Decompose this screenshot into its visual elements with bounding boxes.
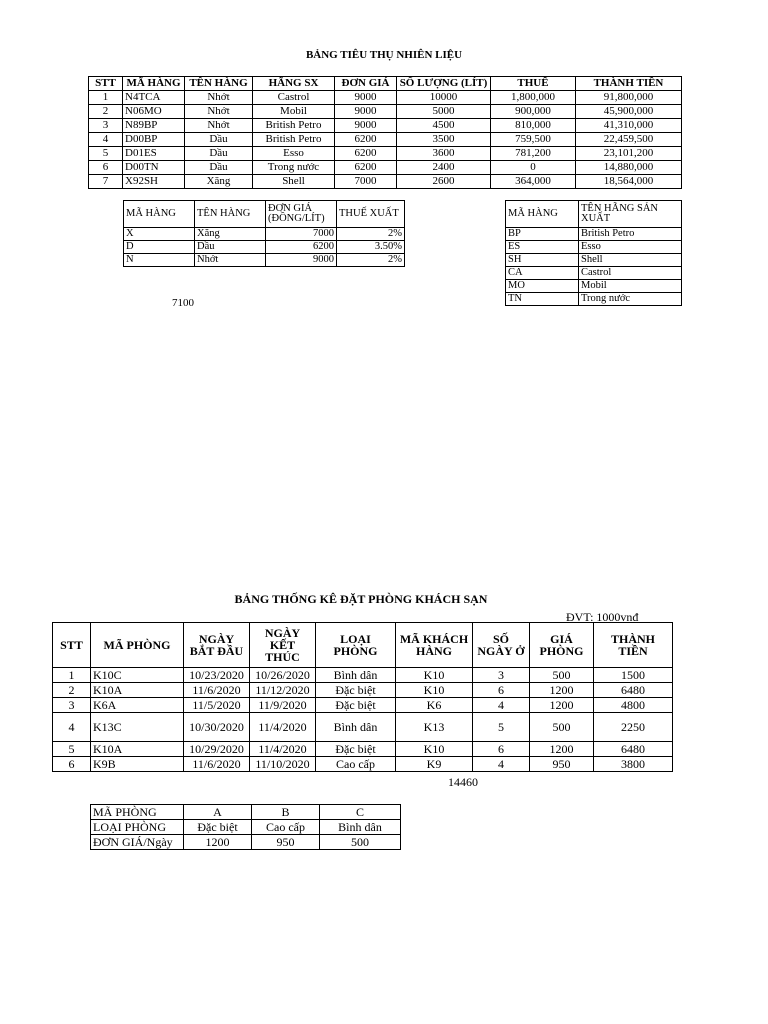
hotel-header-start-date: NGÀY BẮT ĐẦU	[184, 623, 250, 668]
cell: Dầu	[185, 161, 253, 175]
hotel-header-row	[53, 623, 673, 668]
hotel-header-customer-code: MÃ KHÁCH HÀNG	[396, 623, 473, 668]
cell: 6200	[335, 147, 397, 161]
cell: 18,564,000	[576, 175, 682, 189]
cell: 4	[473, 698, 530, 713]
cell: 1200	[184, 835, 252, 850]
goods-header-tax: THUẾ XUẤT	[337, 201, 405, 228]
cell: 6200	[335, 133, 397, 147]
cell: 7000	[335, 175, 397, 189]
hotel-header-room-code: MÃ PHÒNG	[91, 623, 184, 668]
cell: Đặc biệt	[316, 698, 396, 713]
cell: 810,000	[491, 119, 576, 133]
goods-header-row	[124, 201, 405, 228]
cell: TN	[506, 293, 579, 306]
table-row	[53, 713, 673, 742]
table-row	[506, 228, 682, 241]
cell: K13C	[91, 713, 184, 742]
cell: 45,900,000	[576, 105, 682, 119]
fuel-header-price: ĐƠN GIÁ	[335, 77, 397, 91]
cell: British Petro	[253, 133, 335, 147]
table-row	[53, 742, 673, 757]
table-row	[506, 254, 682, 267]
table-row	[53, 683, 673, 698]
cell: 6200	[335, 161, 397, 175]
cell: 7000	[266, 228, 337, 241]
fuel-header-maker: HÃNG SX	[253, 77, 335, 91]
cell: 2250	[594, 713, 673, 742]
cell: Esso	[253, 147, 335, 161]
cell: 364,000	[491, 175, 576, 189]
table-row	[89, 175, 682, 189]
cell: K6	[396, 698, 473, 713]
maker-header-row	[506, 201, 682, 228]
cell: 6480	[594, 683, 673, 698]
goods-header-price: ĐƠN GIÁ (ĐỒNG/LÍT)	[266, 201, 337, 228]
cell: 1500	[594, 668, 673, 683]
loose-value: 7100	[172, 297, 194, 309]
cell: N4TCA	[123, 91, 185, 105]
cell: Nhớt	[185, 105, 253, 119]
cell: 10/30/2020	[184, 713, 250, 742]
table-row	[124, 228, 405, 241]
fuel-header-name: TÊN HÀNG	[185, 77, 253, 91]
unit-label: ĐVT: 1000vnđ	[566, 610, 639, 624]
fuel-header-row	[89, 77, 682, 91]
cell: 759,500	[491, 133, 576, 147]
cell: Mobil	[579, 280, 682, 293]
cell: K10	[396, 742, 473, 757]
cell: Trong nước	[579, 293, 682, 306]
cell: 2%	[337, 228, 405, 241]
goods-header-name: TÊN HÀNG	[195, 201, 266, 228]
cell: 4	[89, 133, 123, 147]
cell: ĐƠN GIÁ/Ngày	[91, 835, 184, 850]
cell: 2400	[397, 161, 491, 175]
table-row	[53, 757, 673, 772]
cell: Bình dân	[316, 668, 396, 683]
cell: 6200	[266, 241, 337, 254]
cell: D00TN	[123, 161, 185, 175]
cell: Dầu	[195, 241, 266, 254]
table-row	[89, 161, 682, 175]
cell: Đặc biệt	[316, 742, 396, 757]
cell: X92SH	[123, 175, 185, 189]
table-row	[89, 119, 682, 133]
cell: 6480	[594, 742, 673, 757]
cell: 14,880,000	[576, 161, 682, 175]
cell: 5	[53, 742, 91, 757]
cell: Nhớt	[185, 119, 253, 133]
fuel-header-total: THÀNH TIỀN	[576, 77, 682, 91]
cell: 5000	[397, 105, 491, 119]
cell: 9000	[335, 105, 397, 119]
table-row	[89, 91, 682, 105]
cell: 6	[53, 757, 91, 772]
cell: 10000	[397, 91, 491, 105]
cell: 9000	[335, 119, 397, 133]
cell: Castrol	[253, 91, 335, 105]
cell: A	[184, 805, 252, 820]
cell: Esso	[579, 241, 682, 254]
goods-header-code: MÃ HÀNG	[124, 201, 195, 228]
cell: 11/4/2020	[250, 742, 316, 757]
cell: K6A	[91, 698, 184, 713]
cell: Nhớt	[195, 254, 266, 267]
cell: Dầu	[185, 147, 253, 161]
cell: 11/5/2020	[184, 698, 250, 713]
cell: 900,000	[491, 105, 576, 119]
cell: 5	[89, 147, 123, 161]
fuel-header-qty: SỐ LƯỢNG (LÍT)	[397, 77, 491, 91]
table-row	[91, 805, 401, 820]
cell: 1	[89, 91, 123, 105]
cell: Xăng	[195, 228, 266, 241]
cell: 3	[53, 698, 91, 713]
cell: 10/26/2020	[250, 668, 316, 683]
table-row	[506, 280, 682, 293]
maker-header-name: TÊN HÃNG SẢN XUẤT	[579, 201, 682, 228]
table-row	[506, 293, 682, 306]
cell: 10/29/2020	[184, 742, 250, 757]
fuel-table	[88, 76, 682, 189]
cell: Nhớt	[185, 91, 253, 105]
fuel-table-title: BẢNG TIÊU THỤ NHIÊN LIỆU	[305, 49, 463, 61]
fuel-header-stt: STT	[89, 77, 123, 91]
cell: K10	[396, 683, 473, 698]
cell: Đặc biệt	[184, 820, 252, 835]
goods-lookup-table	[123, 200, 405, 267]
cell: 950	[252, 835, 320, 850]
cell: Dầu	[185, 133, 253, 147]
cell: 1200	[530, 698, 594, 713]
cell: 3	[473, 668, 530, 683]
cell: 7	[89, 175, 123, 189]
table-row	[91, 820, 401, 835]
cell: 3800	[594, 757, 673, 772]
cell: CA	[506, 267, 579, 280]
cell: 22,459,500	[576, 133, 682, 147]
maker-header-code: MÃ HÀNG	[506, 201, 579, 228]
hotel-table	[52, 622, 673, 772]
cell: 11/6/2020	[184, 757, 250, 772]
cell: 500	[530, 668, 594, 683]
cell: 6	[89, 161, 123, 175]
cell: K9B	[91, 757, 184, 772]
cell: 3.50%	[337, 241, 405, 254]
cell: N	[124, 254, 195, 267]
hotel-table-title: BẢNG THỐNG KÊ ĐẶT PHÒNG KHÁCH SẠN	[234, 592, 488, 606]
cell: K9	[396, 757, 473, 772]
cell: 3600	[397, 147, 491, 161]
cell: 41,310,000	[576, 119, 682, 133]
cell: MO	[506, 280, 579, 293]
cell: Mobil	[253, 105, 335, 119]
fuel-header-code: MÃ HÀNG	[123, 77, 185, 91]
cell: X	[124, 228, 195, 241]
cell: 1,800,000	[491, 91, 576, 105]
cell: 2	[53, 683, 91, 698]
hotel-header-room-price: GIÁ PHÒNG	[530, 623, 594, 668]
cell: 2600	[397, 175, 491, 189]
cell: K10C	[91, 668, 184, 683]
cell: 11/9/2020	[250, 698, 316, 713]
cell: LOẠI PHÒNG	[91, 820, 184, 835]
table-row	[53, 698, 673, 713]
fuel-header-tax: THUẾ	[491, 77, 576, 91]
cell: 4	[473, 757, 530, 772]
cell: ES	[506, 241, 579, 254]
table-row	[89, 147, 682, 161]
cell: 3500	[397, 133, 491, 147]
cell: Bình dân	[320, 820, 401, 835]
cell: British Petro	[253, 119, 335, 133]
hotel-header-total: THÀNH TIỀN	[594, 623, 673, 668]
cell: SH	[506, 254, 579, 267]
cell: 11/10/2020	[250, 757, 316, 772]
cell: D	[124, 241, 195, 254]
cell: 11/4/2020	[250, 713, 316, 742]
cell: K10A	[91, 742, 184, 757]
cell: C	[320, 805, 401, 820]
cell: 11/6/2020	[184, 683, 250, 698]
cell: Xăng	[185, 175, 253, 189]
hotel-header-room-type: LOẠI PHÒNG	[316, 623, 396, 668]
cell: 1200	[530, 742, 594, 757]
table-row	[124, 241, 405, 254]
cell: 6	[473, 742, 530, 757]
cell: British Petro	[579, 228, 682, 241]
cell: 1200	[530, 683, 594, 698]
cell: 4500	[397, 119, 491, 133]
cell: 91,800,000	[576, 91, 682, 105]
cell: D01ES	[123, 147, 185, 161]
hotel-header-days: SỐ NGÀY Ở	[473, 623, 530, 668]
cell: 11/12/2020	[250, 683, 316, 698]
cell: 0	[491, 161, 576, 175]
cell: 3	[89, 119, 123, 133]
cell: Bình dân	[316, 713, 396, 742]
cell: N89BP	[123, 119, 185, 133]
cell: Shell	[253, 175, 335, 189]
cell: Shell	[579, 254, 682, 267]
hotel-header-stt: STT	[53, 623, 91, 668]
cell: 1	[53, 668, 91, 683]
table-row	[53, 668, 673, 683]
cell: K10	[396, 668, 473, 683]
hotel-header-end-date: NGÀY KẾT THÚC	[250, 623, 316, 668]
cell: 500	[530, 713, 594, 742]
cell: 4800	[594, 698, 673, 713]
cell: 2	[89, 105, 123, 119]
cell: D00BP	[123, 133, 185, 147]
cell: 9000	[266, 254, 337, 267]
cell: B	[252, 805, 320, 820]
cell: Cao cấp	[316, 757, 396, 772]
cell: 23,101,200	[576, 147, 682, 161]
maker-lookup-table	[505, 200, 682, 306]
table-row	[89, 105, 682, 119]
cell: 10/23/2020	[184, 668, 250, 683]
cell: 950	[530, 757, 594, 772]
hotel-total-sum: 14460	[448, 775, 478, 789]
table-row	[124, 254, 405, 267]
cell: BP	[506, 228, 579, 241]
cell: 9000	[335, 91, 397, 105]
cell: 5	[473, 713, 530, 742]
table-row	[506, 241, 682, 254]
cell: Đặc biệt	[316, 683, 396, 698]
table-row	[89, 133, 682, 147]
cell: K10A	[91, 683, 184, 698]
cell: 4	[53, 713, 91, 742]
table-row	[91, 835, 401, 850]
cell: 2%	[337, 254, 405, 267]
cell: 781,200	[491, 147, 576, 161]
cell: K13	[396, 713, 473, 742]
cell: Castrol	[579, 267, 682, 280]
cell: MÃ PHÒNG	[91, 805, 184, 820]
cell: Trong nước	[253, 161, 335, 175]
cell: N06MO	[123, 105, 185, 119]
table-row	[506, 267, 682, 280]
cell: Cao cấp	[252, 820, 320, 835]
cell: 500	[320, 835, 401, 850]
room-price-table	[90, 804, 401, 850]
cell: 6	[473, 683, 530, 698]
